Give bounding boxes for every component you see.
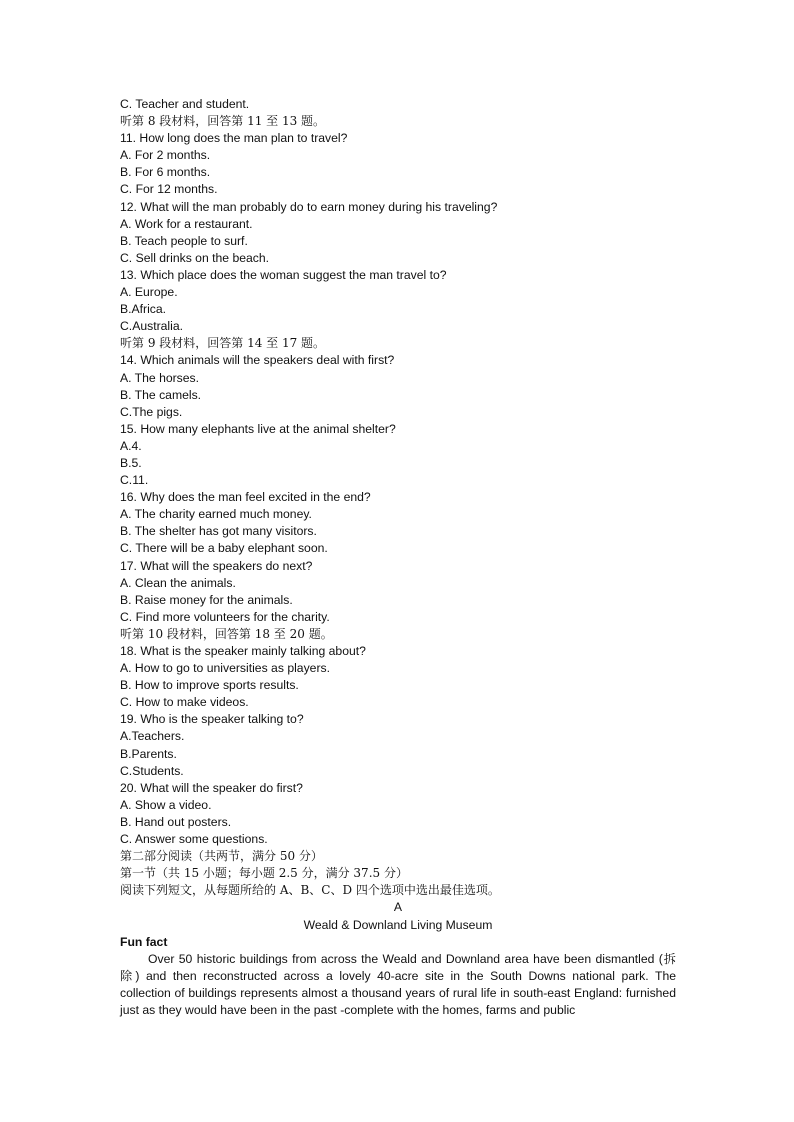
- question-line: C.11.: [120, 473, 149, 488]
- question-line: B. Raise money for the animals.: [120, 592, 293, 607]
- question-line: 16. Why does the man feel excited in the end?: [120, 490, 371, 505]
- question-line: 15. How many elephants live at the animal shelter?: [120, 421, 396, 436]
- section-heading: Fun fact: [120, 934, 168, 949]
- question-line: A.Teachers.: [120, 729, 185, 744]
- question-line: A. Show a video.: [120, 797, 212, 812]
- question-line: C.Australia.: [120, 319, 183, 334]
- question-line: B. The camels.: [120, 387, 202, 402]
- question-line: A. The horses.: [120, 370, 200, 385]
- question-line: C. Answer some questions.: [120, 832, 268, 847]
- question-line: A. The charity earned much money.: [120, 507, 312, 522]
- question-line: B.Africa.: [120, 302, 167, 317]
- question-line: C. There will be a baby elephant soon.: [120, 541, 328, 556]
- question-line: A.4.: [120, 438, 142, 453]
- question-line: C. Find more volunteers for the charity.: [120, 609, 330, 624]
- question-line: C. Teacher and student.: [120, 97, 250, 111]
- document-page: [120, 96, 676, 1019]
- question-line: C. Sell drinks on the beach.: [120, 250, 270, 265]
- question-line: B. The shelter has got many visitors.: [120, 524, 317, 539]
- question-line: C.The pigs.: [120, 404, 183, 419]
- section-instruction: 第一节（共 15 小题；每小题 2.5 分，满分 37.5 分）: [120, 866, 408, 881]
- question-line: 12. What will the man probably do to earn money during his traveling?: [120, 199, 498, 214]
- question-line: 20. What will the speaker do first?: [120, 780, 303, 795]
- question-line: 13. Which place does the woman suggest the man travel to?: [120, 267, 447, 282]
- question-line: A. Clean the animals.: [120, 575, 236, 590]
- question-line: 19. Who is the speaker talking to?: [120, 712, 304, 727]
- passage-title: Weald & Downland Living Museum: [303, 917, 493, 932]
- question-line: B.Parents.: [120, 746, 177, 761]
- question-line: C. How to make videos.: [120, 695, 249, 710]
- section-instruction: 听第 9 段材料，回答第 14 至 17 题。: [120, 336, 326, 351]
- section-instruction: 第二部分阅读（共两节，满分 50 分）: [120, 849, 323, 864]
- question-line: 14. Which animals will the speakers deal with first?: [120, 353, 395, 368]
- section-instruction: 阅读下列短文，从每题所给的 A、B、C、D 四个选项中选出最佳选项。: [120, 883, 500, 898]
- question-line: 18. What is the speaker mainly talking about?: [120, 644, 366, 658]
- question-line: C. For 12 months.: [120, 182, 218, 197]
- question-line: 11. How long does the man plan to travel?: [120, 131, 348, 146]
- question-line: A. Europe.: [120, 285, 178, 300]
- question-line: 17. What will the speakers do next?: [120, 558, 313, 573]
- question-line: B. Hand out posters.: [120, 814, 232, 829]
- passage-paragraph: Over 50 historic buildings from across the Weald and Downland area have been dismantled (拆除) and then reconstructed across a lovely 40-acre site in the South Downs national park. The collection of buildings represents almost a thousand years of rural life in south-east England: furnished just as they would have been in the past -complete with the homes, farms and public: [120, 951, 676, 1017]
- question-line: A. For 2 months.: [120, 148, 211, 163]
- question-line: C.Students.: [120, 763, 184, 778]
- passage-letter: A: [393, 900, 403, 915]
- question-line: B. Teach people to surf.: [120, 233, 248, 248]
- question-line: B. For 6 months.: [120, 165, 211, 180]
- question-line: A. Work for a restaurant.: [120, 216, 253, 231]
- question-line: A. How to go to universities as players.: [120, 661, 330, 676]
- section-instruction: 听第 10 段材料，回答第 18 至 20 题。: [120, 626, 333, 641]
- section-instruction: 听第 8 段材料，回答第 11 至 13 题。: [120, 114, 326, 129]
- question-line: B. How to improve sports results.: [120, 678, 299, 693]
- question-line: B.5.: [120, 455, 142, 470]
- question-lines: [120, 96, 676, 899]
